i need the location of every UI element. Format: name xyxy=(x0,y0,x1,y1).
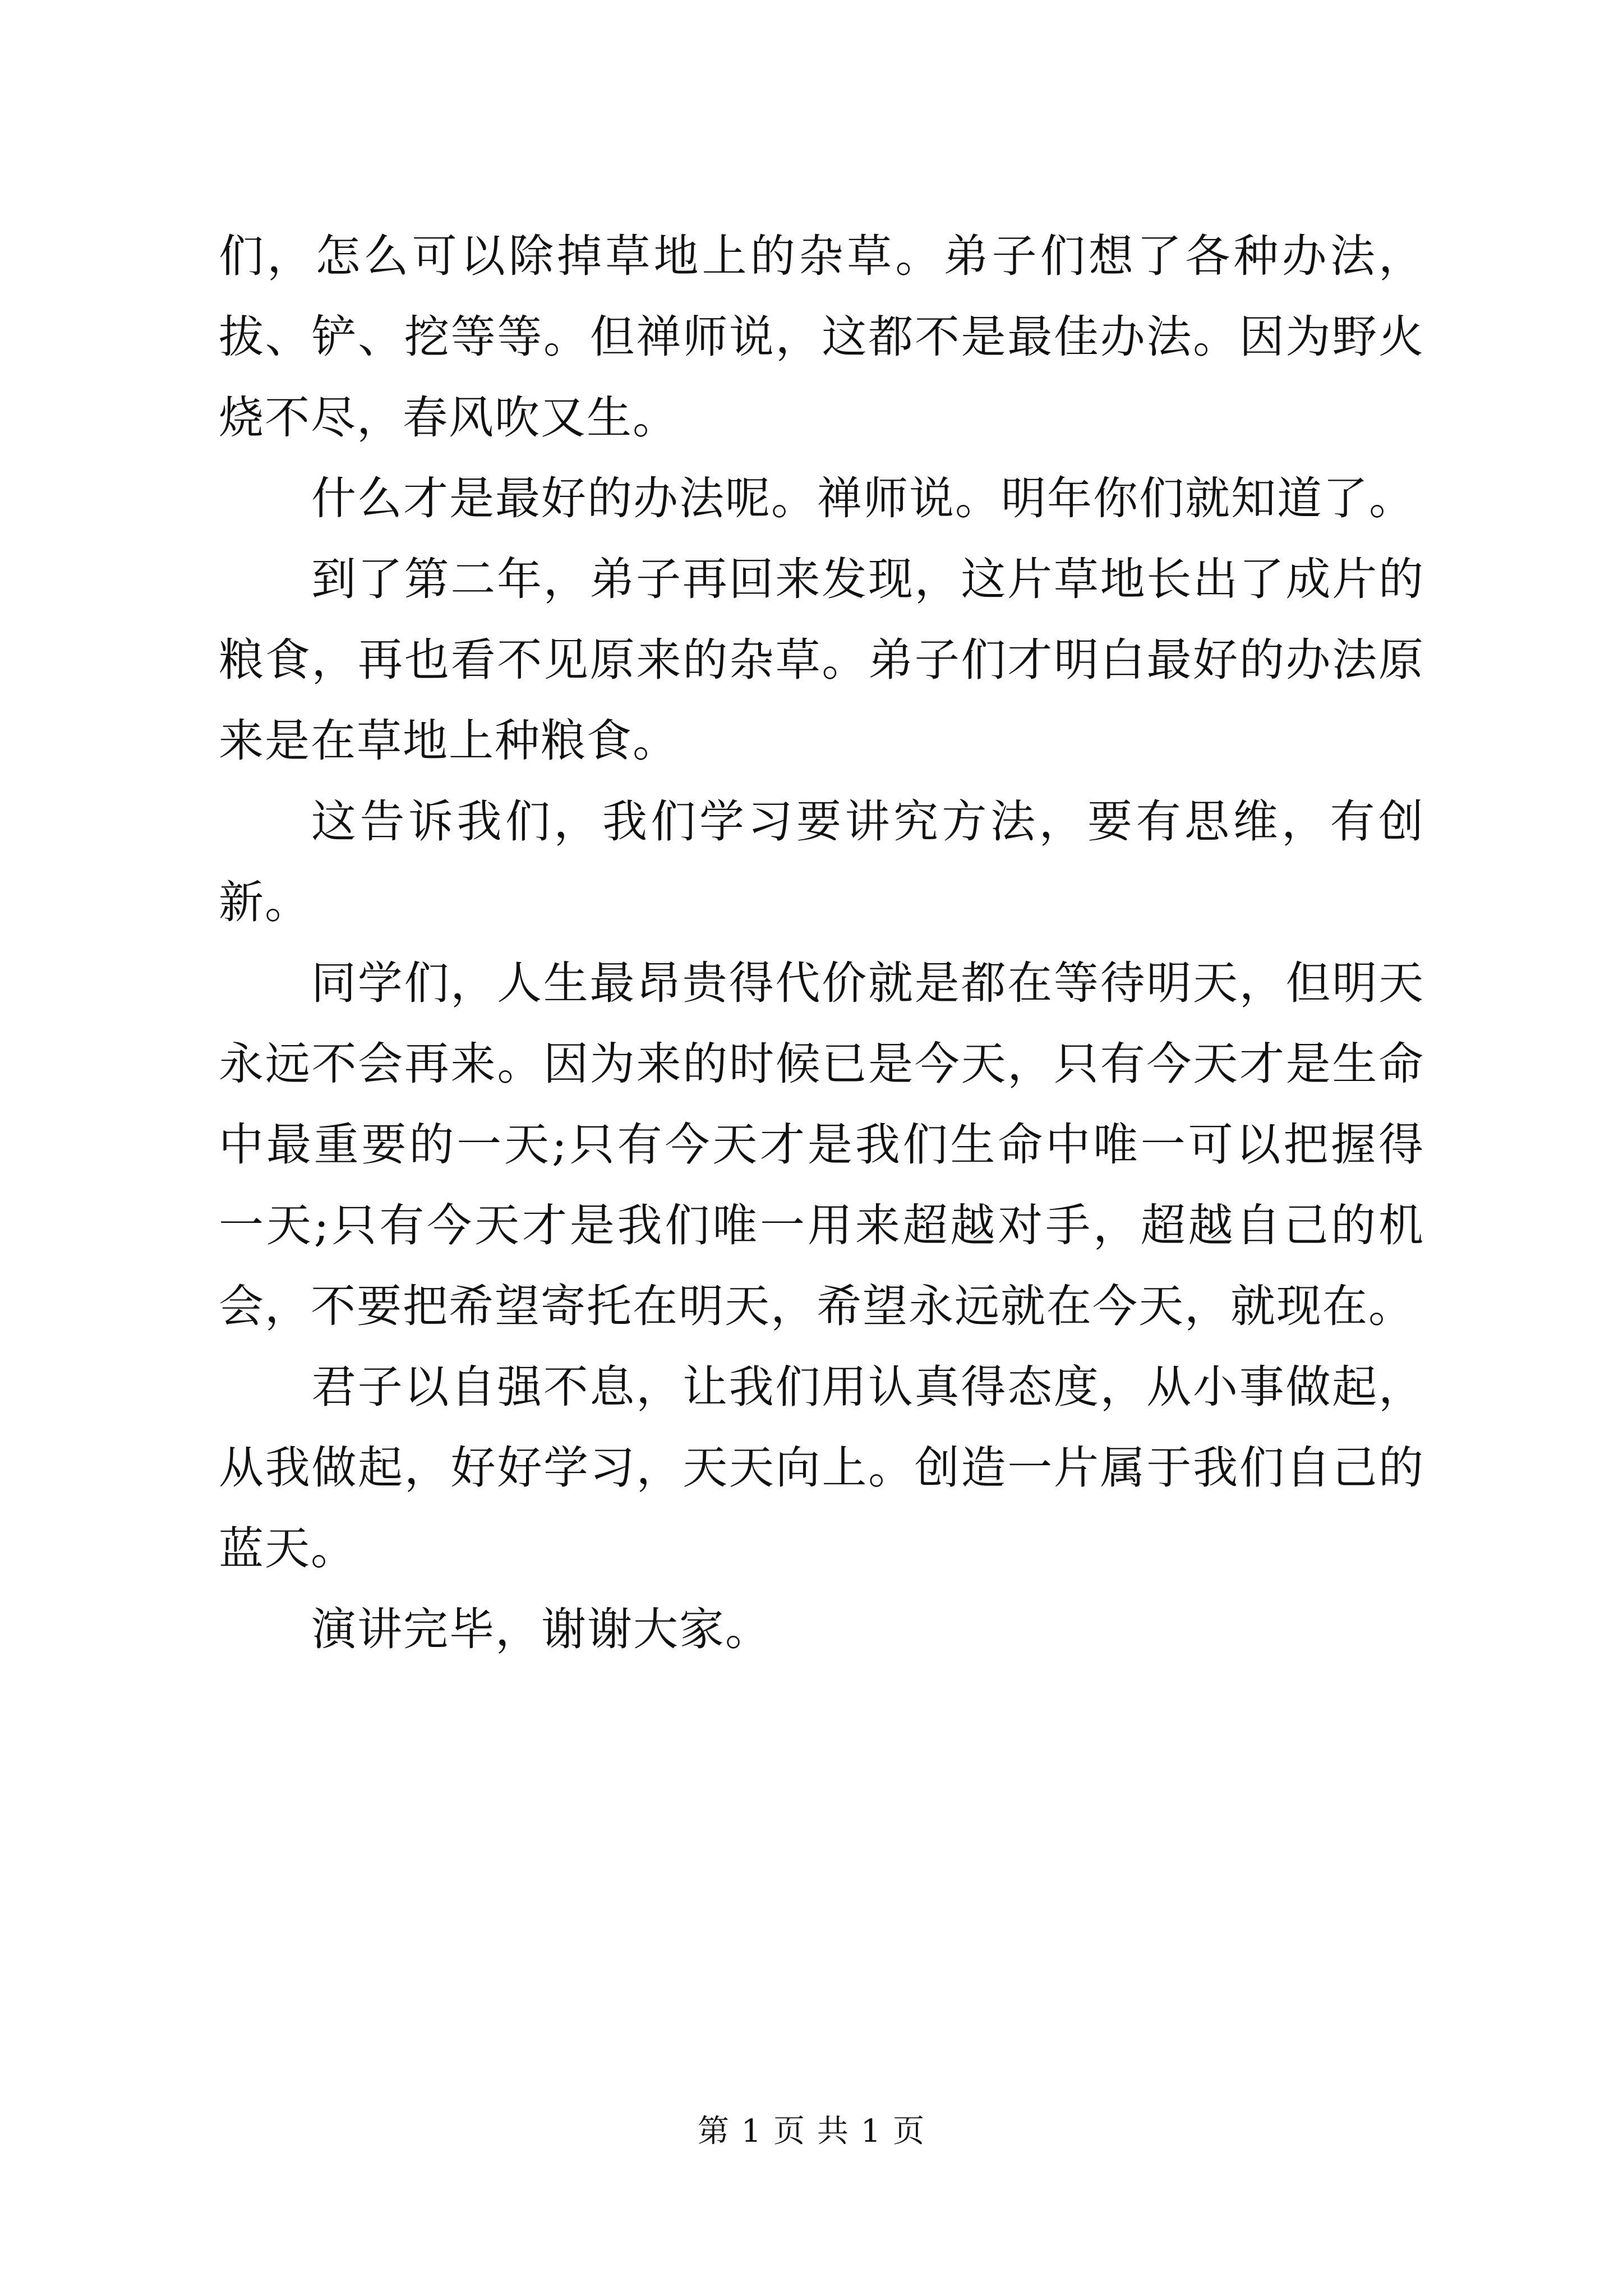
paragraph: 君子以自强不息，让我们用认真得态度，从小事做起，从我做起，好好学习，天天向上。创造一片属于我们自己的蓝天。 xyxy=(219,1361,1424,1575)
document-body xyxy=(219,216,1424,1670)
paragraph: 什么才是最好的办法呢。禅师说。明年你们就知道了。 xyxy=(311,472,1415,524)
paragraph-continued: 们，怎么可以除掉草地上的杂草。弟子们想了各种办法，拔、铲、挖等等。但禅师说，这都不是最佳办法。因为野火烧不尽，春风吹又生。 xyxy=(219,230,1424,444)
page-number-footer: 第 1 页 共 1 页 xyxy=(697,2113,926,2150)
paragraph-closing: 演讲完毕，谢谢大家。 xyxy=(311,1603,771,1655)
paragraph: 这告诉我们，我们学习要讲究方法，要有思维，有创新。 xyxy=(219,795,1424,928)
paragraph: 同学们，人生最昂贵得代价就是都在等待明天，但明天永远不会再来。因为来的时候已是今天，只有今天才是生命中最重要的一天;只有今天才是我们生命中唯一可以把握得一天;只有今天才是我们唯一用来超越对手，超越自己的机会，不要把希望寄托在明天，希望永远就在今天，就现在。 xyxy=(219,957,1424,1332)
paragraph: 到了第二年，弟子再回来发现，这片草地长出了成片的粮食，再也看不见原来的杂草。弟子们才明白最好的办法原来是在草地上种粮食。 xyxy=(219,553,1424,767)
